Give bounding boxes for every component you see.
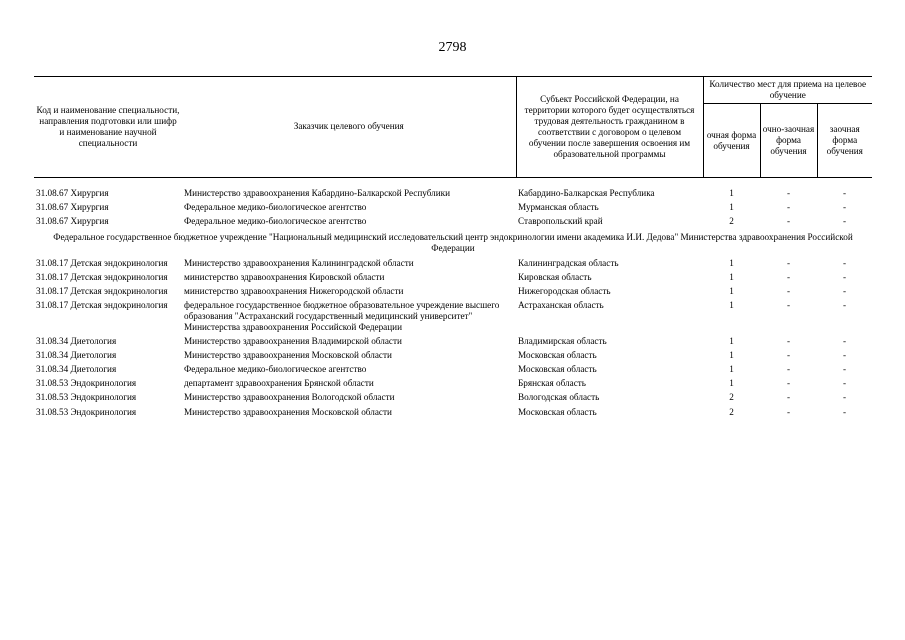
org-heading-row <box>34 230 872 258</box>
cell-customer: Министерство здравоохранения Московской области <box>184 350 392 361</box>
cell-distance: - <box>842 378 847 389</box>
cell-full-time: 1 <box>729 336 734 347</box>
header-row <box>34 77 872 104</box>
cell-code: 31.08.53 Эндокринология <box>36 406 137 417</box>
cell-distance: - <box>842 392 847 403</box>
cell-code: 31.08.53 Эндокринология <box>36 378 137 389</box>
cell-distance: - <box>842 350 847 361</box>
cell-region: Кабардино-Балкарская Республика <box>518 188 655 198</box>
cell-part-time: - <box>786 392 791 403</box>
table-row <box>34 216 872 230</box>
header-places: Количество мест для приема на целевое обучение <box>703 77 872 104</box>
cell-code: 31.08.34 Диетология <box>36 350 117 361</box>
cell-customer: Министерство здравоохранения Московской области <box>184 406 392 417</box>
cell-customer: Министерство здравоохранения Вологодской области <box>184 392 395 403</box>
cell-region: Мурманская область <box>518 202 599 213</box>
cell-customer: Федеральное медико-биологическое агентство <box>184 216 367 227</box>
cell-customer: департамент здравоохранения Брянской области <box>184 378 374 389</box>
cell-distance: - <box>842 188 847 198</box>
cell-full-time: 2 <box>729 406 734 417</box>
cell-full-time: 1 <box>729 350 734 361</box>
cell-part-time: - <box>786 286 791 297</box>
cell-distance: - <box>842 364 847 375</box>
header-code: Код и наименование специальности, направления подготовки или шифр и наименование научной специальности <box>34 77 182 178</box>
header-part-time: очно-заочная форма обучения <box>760 104 817 178</box>
cell-region: Московская область <box>518 350 597 361</box>
cell-customer: Федеральное медико-биологическое агентство <box>184 364 367 375</box>
cell-full-time: 1 <box>729 188 734 198</box>
cell-part-time: - <box>786 300 791 311</box>
cell-part-time: - <box>786 378 791 389</box>
cell-distance: - <box>842 286 847 297</box>
table-row <box>34 392 872 406</box>
table-row <box>34 202 872 216</box>
cell-customer: Министерство здравоохранения Владимирской области <box>184 336 402 347</box>
cell-code: 31.08.67 Хирургия <box>36 216 109 227</box>
header-region: Субъект Российской Федерации, на территории которого будет осуществляться трудовая деятельность гражданином в соответствии с договором о целевом обучении после завершения освоения им образовательной программы <box>516 77 703 178</box>
cell-distance: - <box>842 406 847 417</box>
cell-region: Астраханская область <box>518 300 604 311</box>
table-row <box>34 407 872 421</box>
cell-full-time: 2 <box>729 392 734 403</box>
cell-distance: - <box>842 202 847 213</box>
cell-part-time: - <box>786 202 791 213</box>
cell-full-time: 1 <box>729 286 734 297</box>
cell-region: Брянская область <box>518 378 586 389</box>
cell-region: Вологодская область <box>518 392 600 403</box>
cell-region: Кировская область <box>518 272 592 283</box>
cell-code: 31.08.17 Детская эндокринология <box>36 300 168 311</box>
target-training-table <box>34 76 872 421</box>
cell-part-time: - <box>786 406 791 417</box>
cell-customer: Федеральное медико-биологическое агентство <box>184 202 367 213</box>
cell-full-time: 1 <box>729 258 734 269</box>
cell-code: 31.08.34 Диетология <box>36 336 117 347</box>
cell-distance: - <box>842 258 847 269</box>
cell-code: 31.08.34 Диетология <box>36 364 117 375</box>
table-row <box>34 350 872 364</box>
header-customer: Заказчик целевого обучения <box>182 77 516 178</box>
cell-region: Калининградская область <box>518 258 619 269</box>
table-body <box>34 178 872 421</box>
cell-part-time: - <box>786 188 791 198</box>
cell-distance: - <box>842 272 847 283</box>
cell-region: Владимирская область <box>518 336 607 347</box>
org-heading: Федеральное государственное бюджетное учреждение "Национальный медицинский исследовательский центр эндокринологии имени академика И.И. Дедова" Министерства здравоохранения Российской Федерации <box>53 232 853 254</box>
cell-code: 31.08.17 Детская эндокринология <box>36 272 168 283</box>
cell-distance: - <box>842 336 847 347</box>
cell-region: Ставропольский край <box>518 216 603 227</box>
cell-full-time: 2 <box>729 216 734 227</box>
cell-full-time: 1 <box>729 364 734 375</box>
table-row <box>34 364 872 378</box>
cell-part-time: - <box>786 364 791 375</box>
table-row <box>34 258 872 272</box>
table-row <box>34 188 872 202</box>
table-row <box>34 378 872 392</box>
cell-code: 31.08.17 Детская эндокринология <box>36 258 168 269</box>
cell-customer: Министерство здравоохранения Калининградской области <box>184 258 414 269</box>
page-number: 2798 <box>438 40 467 55</box>
table-row <box>34 272 872 286</box>
cell-code: 31.08.67 Хирургия <box>36 202 109 213</box>
cell-region: Московская область <box>518 364 597 375</box>
cell-region: Нижегородская область <box>518 286 611 297</box>
cell-part-time: - <box>786 350 791 361</box>
cell-part-time: - <box>786 272 791 283</box>
table-header <box>34 77 872 178</box>
header-full-time: очная форма обучения <box>703 104 760 178</box>
cell-part-time: - <box>786 336 791 347</box>
table-row <box>34 336 872 350</box>
cell-distance: - <box>842 300 847 311</box>
cell-full-time: 1 <box>729 300 734 311</box>
cell-customer: министерство здравоохранения Кировской области <box>184 272 385 283</box>
cell-distance: - <box>842 216 847 227</box>
table-row <box>34 300 872 336</box>
cell-full-time: 1 <box>729 378 734 389</box>
cell-code: 31.08.53 Эндокринология <box>36 392 137 403</box>
cell-customer: федеральное государственное бюджетное образовательное учреждение высшего образования "Астраханский государственный медицинский университет" Министерства здравоохранения Российской Федерации <box>184 300 500 333</box>
cell-region: Московская область <box>518 406 597 417</box>
table-row <box>34 286 872 300</box>
cell-code: 31.08.67 Хирургия <box>36 188 109 198</box>
cell-code: 31.08.17 Детская эндокринология <box>36 286 168 297</box>
cell-customer: министерство здравоохранения Нижегородской области <box>184 286 404 297</box>
cell-part-time: - <box>786 216 791 227</box>
header-distance: заочная форма обучения <box>817 104 872 178</box>
cell-full-time: 1 <box>729 272 734 283</box>
cell-customer: Министерство здравоохранения Кабардино-Балкарской Республики <box>184 188 451 198</box>
cell-full-time: 1 <box>729 202 734 213</box>
cell-part-time: - <box>786 258 791 269</box>
